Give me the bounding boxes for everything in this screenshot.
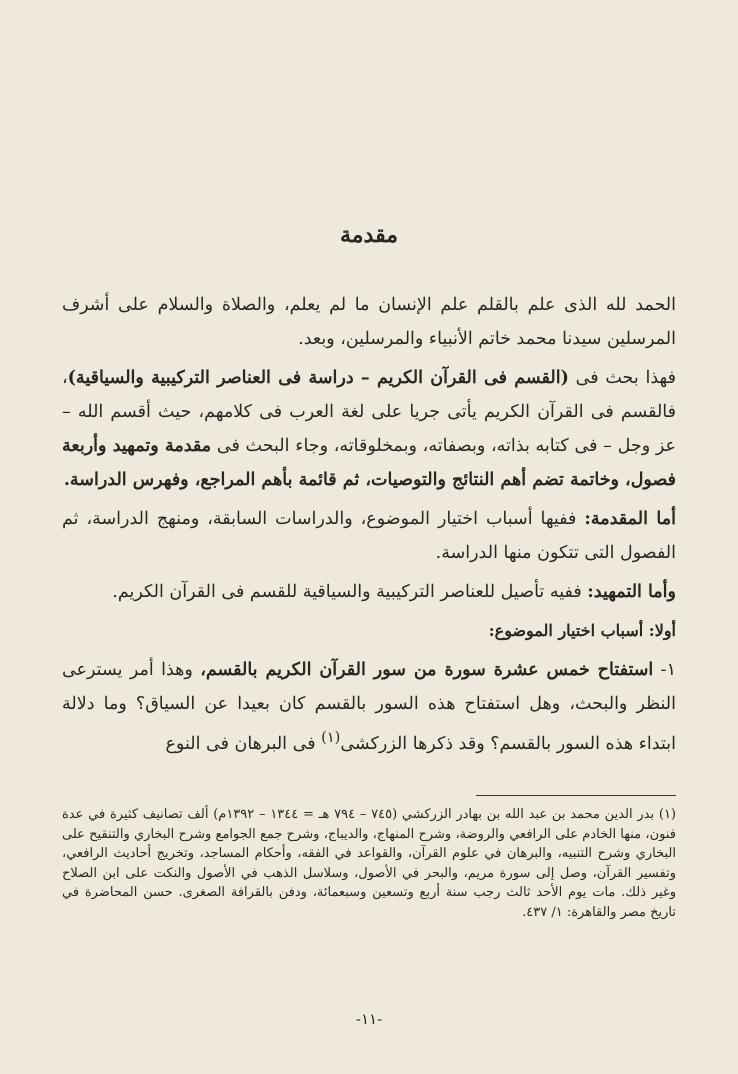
- footnote: [62, 805, 676, 922]
- paragraph-opening: الحمد لله الذى علم بالقلم علم الإنسان ما لم يعلم، والصلاة والسلام على أشرف المرسلين سيدنا محمد خاتم الأنبياء والمرسلين، وبعد.: [62, 295, 676, 349]
- reason-one-text-end: فى البرهان فى النوع: [165, 733, 322, 754]
- introduction-text: ففيها أسباب اختيار الموضوع، والدراسات السابقة، ومنهج الدراسة، ثم الفصول التى تتكون منها الدراسة.: [62, 509, 676, 563]
- section-subheading: أولا: أسباب اختيار الموضوع:: [488, 621, 676, 640]
- reason-one-text: وهذا أمر يسترعى النظر والبحث، وهل استفتاح هذه السور بالقسم كان بعيدا عن السياق؟ وما دلالة ابتداء هذه السور بالقسم؟ وقد ذكرها الزركشى: [62, 660, 676, 754]
- introduction-label: أما المقدمة:: [584, 509, 676, 529]
- footnote-divider: [476, 795, 676, 796]
- paragraph-preface: [62, 575, 676, 609]
- research-intro-middle: ، فالقسم فى القرآن الكريم يأتى جريا على لغة العرب فى كلامهم، حيث أقسم الله – عز وجل – فى كتابه بذاته، وبصفاته، وبمخلوقاته، وجاء البحث فى: [62, 368, 676, 456]
- preface-text: ففيه تأصيل للعناصر التركيبية والسياقية للقسم فى القرآن الكريم.: [112, 582, 588, 602]
- paragraph-reason-one: [62, 653, 676, 761]
- reason-one-number: ١-: [653, 660, 676, 680]
- research-intro-start: فهذا بحث فى: [568, 368, 676, 388]
- footnote-text: (١) بدر الدين محمد بن عبد الله بن بهادر الزركشي (٧٤٥ – ٧٩٤ هـ = ١٣٤٤ – ١٣٩٢م) ألف تصانيف كثيرة في عدة فنون، منها الخادم على الرافعي والروضة، وشرح المنهاج، والديباج، وشرح جمع الجوامع وشرح البخاري والتنقيح على البخاري وشرح التنبيه، والبرهان في علوم القرآن، والقواعد في الفقه، وأحكام المساجد، وتخريج أحاديث الرافعي، وتفسير القرآن، وصل إلى سورة مريم، والبحر في الأصول، وسلاسل الذهب في الأصول والنكت على ابن الصلاح وغير ذلك. مات يوم الأحد ثالث رجب سنة أربع وتسعين وسبعمائة، ودفن بالقرافة الصغرى. حسن المحاضرة في تاريخ مصر والقاهرة: ١/ ٤٣٧.: [62, 807, 676, 920]
- research-structure: مقدمة وتمهيد وأربعة فصول، وخاتمة تضم أهم النتائج والتوصيات، ثم قائمة بأهم المراجع، وفهرس الدراسة.: [62, 436, 676, 490]
- paragraph-introduction: [62, 502, 676, 570]
- reason-one-title: استفتاح خمس عشرة سورة من سور القرآن الكريم بالقسم،: [200, 660, 654, 680]
- main-text: [62, 288, 676, 766]
- page-number: -١١-: [355, 1010, 383, 1028]
- page-heading: مقدمة: [339, 222, 399, 248]
- preface-label: وأما التمهيد:: [587, 582, 676, 602]
- research-title: (القسم فى القرآن الكريم – دراسة فى العناصر التركيبية والسياقية): [67, 368, 569, 388]
- paragraph-research-intro: [62, 361, 676, 497]
- footnote-reference: (١): [321, 729, 341, 746]
